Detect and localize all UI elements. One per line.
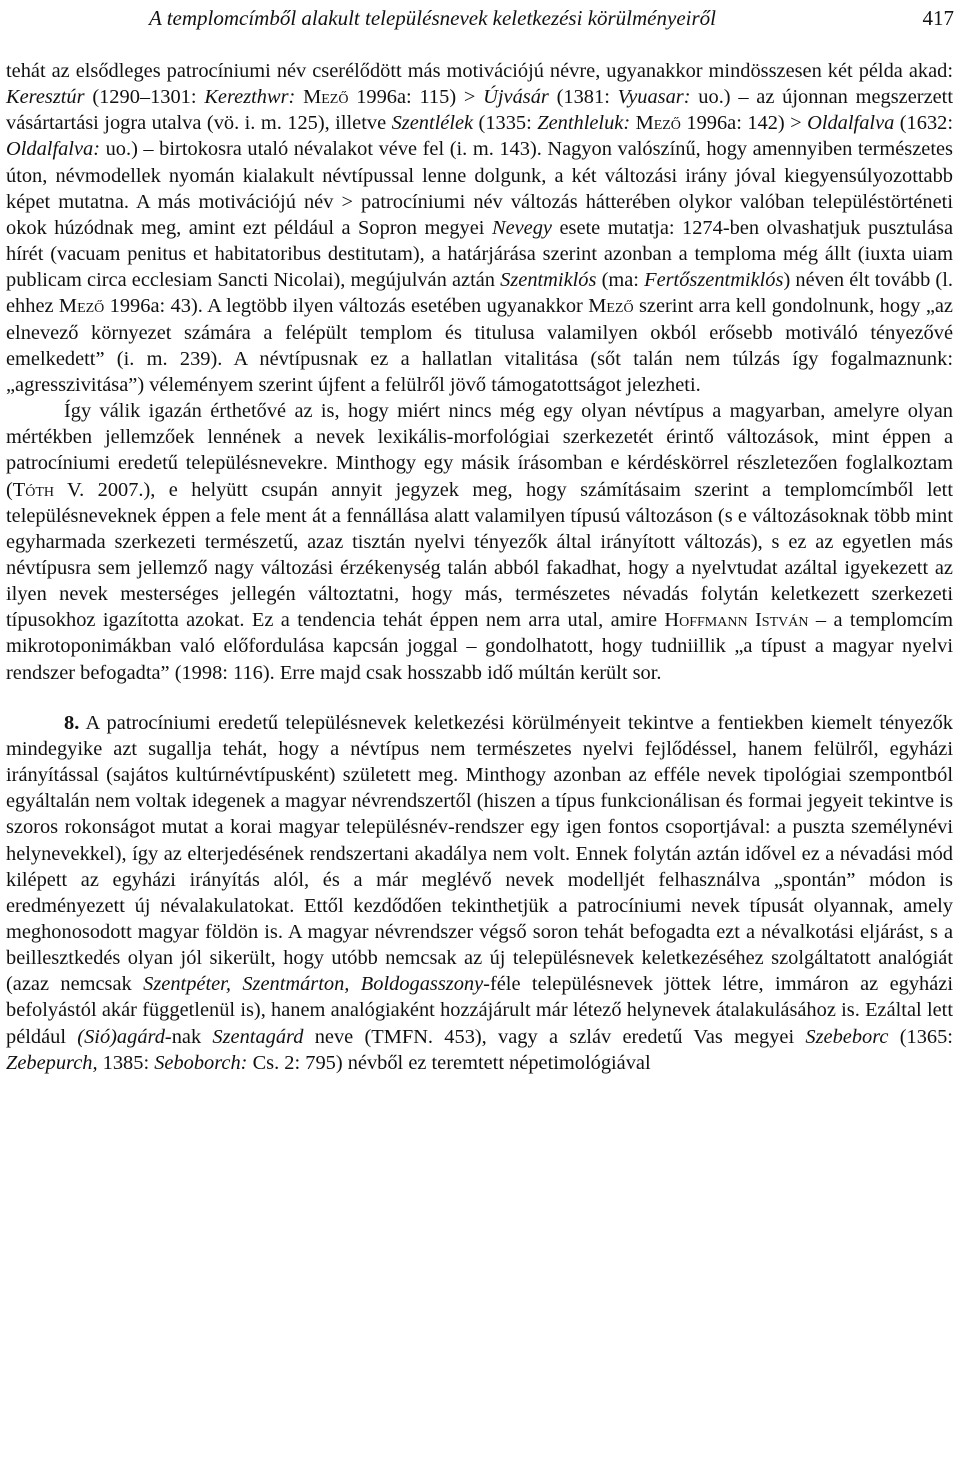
text-run: esete mutatja: 1274-ben olvashatjuk pusztulása hírét (vacuam penitus et habitatoribus destitutam), a határjárása szerint azonban a temploma még állt (iuxta uiam publicam circa ecclesiam Sancti Nicolai), megújulván aztán xyxy=(6,216,953,292)
paragraph-continuation xyxy=(6,58,953,398)
italic-run: Szebeborc xyxy=(805,1025,889,1048)
italic-run: Szentmiklós xyxy=(500,269,597,292)
text-run: (1365: xyxy=(888,1025,953,1048)
text-run: szerint arra kell gondolnunk, hogy „az elnevező környezet számára a felépült templom és titulusa valamilyen okból erősebb motiváló tényezővé emelkedett” (i. m. 239). A névtípusnak ez a hallatlan vitalitása (sőt talán nem túlzás így fogalmaznunk: „agresszivitása”) véleményem szerint újfent a felülről jövő támogatottságot jelezheti. xyxy=(6,295,953,396)
page-header xyxy=(0,4,960,36)
text-run: (1335: xyxy=(473,112,538,135)
text-run: – a templomcím mikrotoponimákban való előfordulása kapcsán joggal – gondolhatott, hogy tudniillik „a típust a magyar nyelvi rendszer befogadta” (1998: 116). Erre majd csak hosszabb idő múltán került sor. xyxy=(6,609,954,684)
text-run: A patrocíniumi eredetű településnevek keletkezési körülményeit tekintve a fentiekben kiemelt tényezők mindegyike azt sugallja tehát, hogy a névtípus nem természetes nyelvi fejlődéssel, hanem felülről, egyházi irányítással (sajátos kultúrnévtípusként) született meg. Minthogy azonban az efféle nevek tipológiai szempontból egyáltalán nem voltak idegenek a magyar névrendszertől (hiszen a típus funkcionálisan és formai jegyeit tekintve is szoros rokonságot mutat a korai magyar településnév-rendszer egy igen fontos csoportjával: a puszta személynévi helynevekkel), így az elterjedésének rendszertani akadálya nem volt. Ennek folytán aztán idővel ez a névadási mód kilépett az egyházi irányítás alól, és a már meglévő nevek modelljét felhasználva „spontán” módon is eredményezett új névalakulatokat. Ettől kezdődően tekinthetjük a patrocíniumi nevek típusát olyannak, amely meghonosodott magyar földön is. A magyar névrendszer végső soron tehát befogadta ezt a névalkotási eljárást, s a beillesztkedés olyan jól sikerült, hogy utóbb nemcsak az új településnevek keletkezéséhez szolgáltatott analógiát (azaz nemcsak xyxy=(6,711,953,996)
text-run: M xyxy=(630,112,654,135)
small-caps-run: ező xyxy=(653,112,681,135)
section-number: 8. xyxy=(64,711,80,734)
text-run: Így válik igazán érthetővé az is, hogy miért nincs még egy olyan névtípus a magyarban, amelyre olyan mértékben jellemzőek lennének a nevek lexikális-morfológiai szerkezetét érintő változások, mint éppen a patrocíniumi eredetű településnevekre. Minthogy egy másik írásomban e kérdéskörrel részletezően foglalkoztam (T xyxy=(6,400,953,501)
italic-run: Keresztúr xyxy=(6,86,85,109)
italic-run: Vyuasar: xyxy=(617,86,691,109)
italic-run: Oldalfalva: xyxy=(6,138,101,161)
small-caps-run: stván xyxy=(761,609,809,632)
text-run: -nak xyxy=(164,1025,213,1048)
text-run: 1996a: 142) > xyxy=(680,112,808,135)
section-paragraph xyxy=(6,710,953,1076)
text-run: (1290–1301: xyxy=(84,86,205,109)
page-number: 417 xyxy=(922,6,954,30)
italic-run: Fertőszentmiklós xyxy=(644,269,784,292)
text-run: M xyxy=(295,86,322,109)
italic-run: Nevegy xyxy=(491,216,552,239)
text-run: ) néven élt tovább (l. ehhez M xyxy=(6,269,953,318)
small-caps-run: óth xyxy=(25,478,55,501)
italic-run: (Sió)agárd xyxy=(77,1025,165,1048)
text-run: neve (TMFN. 453), vagy a szláv eredetű Vas megyei xyxy=(303,1025,806,1048)
italic-run: Szentlélek xyxy=(391,112,474,135)
section-text xyxy=(6,712,953,1074)
text-run: (1381: xyxy=(548,86,618,109)
small-caps-run: ező xyxy=(77,295,105,318)
text-run: (1632: xyxy=(894,112,953,135)
text-run: V. 2007.), e helyütt csupán annyit jegyzek meg, hogy számításaim szerint a templomcímből lett településneveknek éppen a fele ment át a fennállása alatt valamilyen típusú változáson (s e változásoknak több mint egyharmada szerkezeti természetű, azaz tisztán nyelvi tényezők által irányított változás), s ez az egyetlen más névtípusra sem jellemző nagy változási érzékenység talán abból fakadhat, hogy a nyelvtudat azáltal igyekezett az ilyen nevek mesterséges jellegén változtatni, hogy más, természetes névadás folytán keletkezett szerkezeti típusokhoz igazította azokat. Ez a tendencia tehát éppen nem arra utal, amire H xyxy=(6,478,953,632)
text-run: (ma: xyxy=(596,269,645,292)
text-run: 1996a: 115) > xyxy=(348,86,484,109)
text-run: -féle településnevek jöttek létre, immáron az egyházi befolyástól akár függetlenül is), hanem analógiaként hozzájárult már létező helynevek átalakulásához is. Ezáltal lett például xyxy=(6,973,953,1048)
small-caps-run: ező xyxy=(606,295,634,318)
text-run: uo.) – birtokosra utaló névalakot véve fel (i. m. 143). Nagyon valószínű, hogy amennyiben természetes úton, névmodellek nyomán kialakult névtípussal lenne dolgunk, a két változási irány jóval kiegyensúlyozottabb képet mutatna. A más motivációjú név > patrocíniumi név változás hátterében olykor valóban településtörténeti okok húzódnak meg, amint ezt például a Sopron megyei xyxy=(6,138,953,239)
italic-run: Szentagárd xyxy=(212,1025,304,1048)
text-run: I xyxy=(747,609,762,632)
small-caps-run: ező xyxy=(321,86,349,109)
text-run: 1996a: 43). A legtöbb ilyen változás esetében ugyanakkor M xyxy=(104,295,607,318)
italic-run: Zenthleluk: xyxy=(537,112,631,135)
small-caps-run: offmann xyxy=(679,609,748,632)
italic-run: Zebepurch, xyxy=(6,1051,98,1074)
italic-run: Kerezthwr: xyxy=(204,86,296,109)
text-run: tehát az elsődleges patrocíniumi név cserélődött más motivációjú névre, ugyanakkor mindösszesen két példa akad: xyxy=(6,60,953,82)
running-title: A templomcímből alakult településnevek keletkezési körülményeiről xyxy=(149,6,716,30)
italic-run: Szentpéter, Szentmárton, Boldogasszony xyxy=(143,973,484,996)
paragraph xyxy=(6,398,953,686)
italic-run: Újvásár xyxy=(483,86,549,109)
text-run: uo.) – az újonnan megszerzett vásártartási jogra utalva (vö. i. m. 125), illetve xyxy=(6,86,954,135)
text-run: Cs. 2: 795) névből ez teremtett népetimológiával xyxy=(247,1051,651,1074)
italic-run: Seboborch: xyxy=(154,1051,248,1074)
body-text xyxy=(6,58,953,1076)
italic-run: Oldalfalva xyxy=(807,112,895,135)
text-run: 1385: xyxy=(97,1051,155,1074)
